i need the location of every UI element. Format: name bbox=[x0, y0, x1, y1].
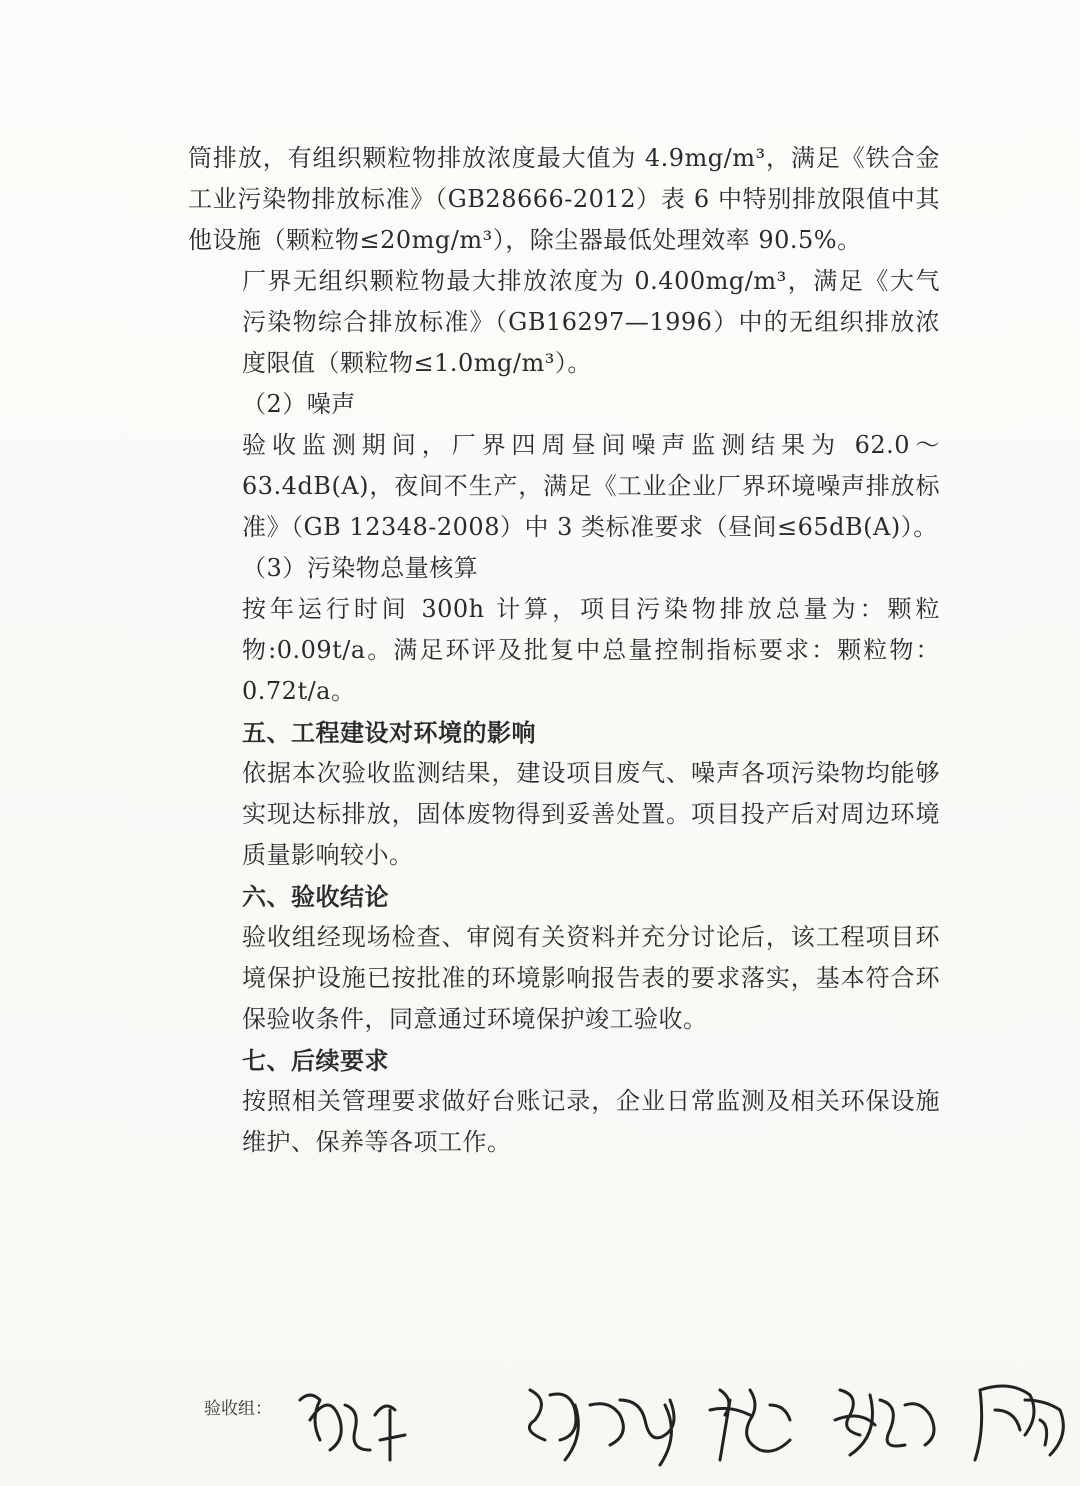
heading-environmental-impact: 五、工程建设对环境的影响 bbox=[242, 718, 536, 747]
paragraph-fugitive-particulate: 厂界无组织颗粒物最大排放浓度为 0.400mg/m³，满足《大气污染物综合排放标准》（GB16297—1996）中的无组织排放浓度限值（颗粒物≤1.0mg/m³）。 bbox=[242, 267, 940, 377]
acceptance-group-label: 验收组： bbox=[204, 1399, 272, 1419]
signature-icon bbox=[280, 1360, 1080, 1470]
paragraph-follow-up-requirements: 按照相关管理要求做好台账记录，企业日常监测及相关环保设施维护、保养等各项工作。 bbox=[242, 1087, 940, 1156]
paragraph-acceptance-conclusion: 验收组经现场检查、审阅有关资料并充分讨论后，该工程项目环境保护设施已按批准的环境影响报告表的要求落实，基本符合环保验收条件，同意通过环境保护竣工验收。 bbox=[242, 923, 940, 1033]
subheading-noise: （2）噪声 bbox=[242, 390, 356, 418]
paragraph-environmental-impact: 依据本次验收监测结果，建设项目废气、噪声各项污染物均能够实现达标排放，固体废物得到妥善处置。项目投产后对周边环境质量影响较小。 bbox=[242, 759, 940, 869]
paragraph-exhaust-concentration: 筒排放，有组织颗粒物排放浓度最大值为 4.9mg/m³，满足《铁合金工业污染物排放标准》（GB28666-2012）表 6 中特别排放限值中其他设施（颗粒物≤20mg/m³），除尘器最低处理效率 90.5%。 bbox=[188, 144, 940, 254]
document-body bbox=[188, 138, 940, 1163]
subheading-total-pollutants: （3）污染物总量核算 bbox=[242, 554, 479, 582]
heading-follow-up-requirements: 七、后续要求 bbox=[242, 1046, 389, 1075]
handwritten-signatures bbox=[280, 1360, 1080, 1470]
heading-acceptance-conclusion: 六、验收结论 bbox=[242, 882, 389, 911]
paragraph-noise-results: 验收监测期间，厂界四周昼间噪声监测结果为 62.0～63.4dB(A)，夜间不生产，满足《工业企业厂界环境噪声排放标准》（GB 12348-2008）中 3 类标准要求（昼间≤65dB(A)）。 bbox=[242, 431, 940, 541]
paragraph-total-pollutants: 按年运行时间 300h 计算，项目污染物排放总量为：颗粒物:0.09t/a。满足环评及批复中总量控制指标要求：颗粒物：0.72t/a。 bbox=[242, 595, 940, 705]
